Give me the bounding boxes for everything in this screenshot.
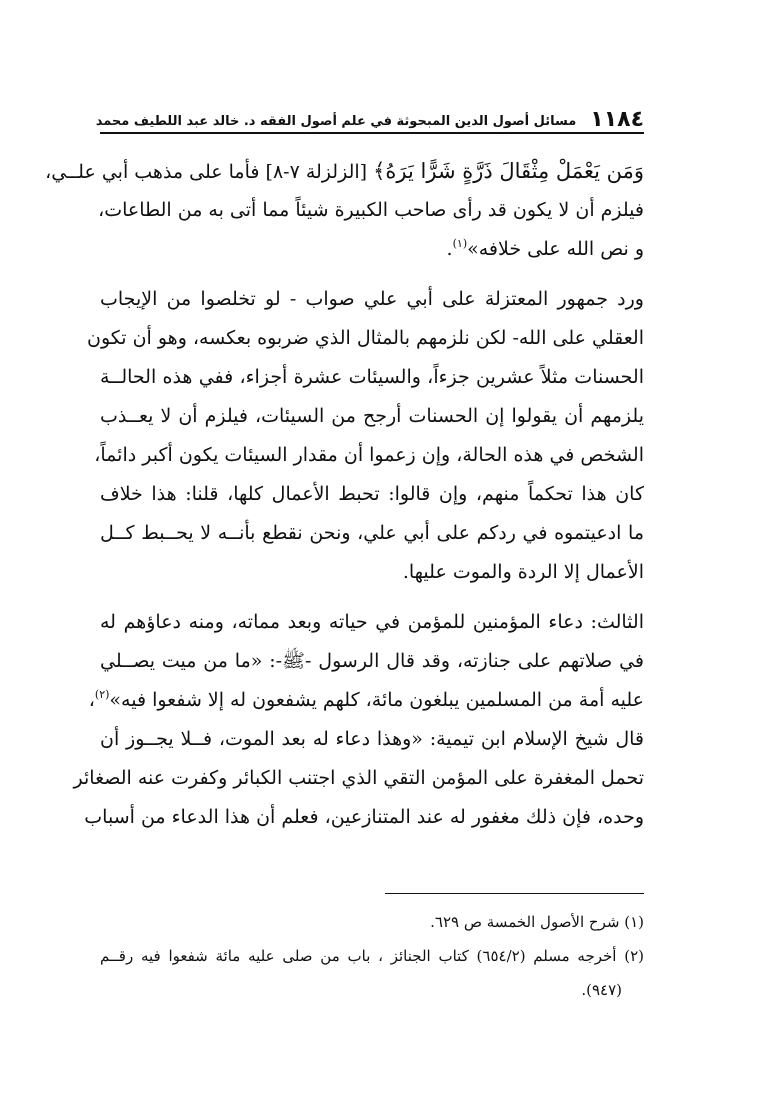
paragraph-3-line-3 [88,681,644,720]
paragraph-2-line-2: العقلي على الله- لكن نلزمهم بالمثال الذي ضربوه بعكسه، وهو أن تكون [87,327,644,349]
paragraph-3-line-2: في صلاتهم على جنازته، وقد قال الرسول -ﷺ-: «ما من ميت يصــلي [100,650,644,672]
verse-continuation: [الزلزلة ٧-٨] فأما على مذهب أبي علــي، [45,161,368,183]
paragraph-1-line-1 [45,152,644,191]
footnote-1: (١) شرح الأصول الخمسة ص ٦٢٩. [430,913,644,931]
running-title: مسائل أصول الدين المبحوثة في علم أصول الفقه د. خالد عبد اللطيف محمد [95,114,577,129]
footnote-separator [385,893,644,894]
paragraph-1-line-3 [100,230,644,269]
paragraph-2-line-4: يلزمهم أن يقولوا إن الحسنات أرجح من السيئات، فيلزم أن لا يعــذب [100,405,644,427]
paragraph-1-line-3-text: و نص الله على خلافه» [467,238,644,260]
paragraph-3-line-3-end: ، [88,689,95,711]
paragraph-3-line-3-text: عليه أمة من المسلمين يبلغون مائة، كلهم يشفعون له إلا شفعوا فيه» [109,689,644,711]
body-text [45,152,644,837]
paragraph-1-line-2: فيلزم أن لا يكون قد رأى صاحب الكبيرة شيئاً مما أتى به من الطاعات، [98,199,644,221]
footnote-ref-2: (٢) [94,688,110,701]
footnote-ref-1: (١) [452,237,468,250]
paragraph-3-line-4: قال شيخ الإسلام ابن تيمية: «وهذا دعاء له بعد الموت، فــلا يجــوز أن [100,728,644,750]
footnote-2-continuation: (٩٤٧). [581,981,622,999]
paragraph-2 [87,280,644,592]
paragraph-3-line-5: تحمل المغفرة على المؤمن التقي الذي اجتنب الكبائر وكفرت عنه الصغائر [73,767,644,789]
page-number: ١١٨٤ [590,107,644,132]
paragraph-2-line-6: كان هذا تحكماً منهم، وإن قالوا: تحبط الأعمال كلها، قلنا: هذا خلاف [100,483,644,505]
paragraph-1-line-3-end: . [446,238,453,260]
quran-verse: وَمَن يَعْمَلْ مِثْقَالَ ذَرَّةٍ شَرًّا يَرَهُ﴾ [373,159,644,183]
running-header [95,102,644,132]
paragraph-3-line-6: وحده، فإن ذلك مغفور له عند المتنازعين، فعلم أن هذا الدعاء من أسباب [84,806,644,828]
paragraph-2-line-1: ورد جمهور المعتزلة على أبي علي صواب - لو تخلصوا من الإيجاب [100,288,644,310]
footnote-2: (٢) أخرجه مسلم (٦٥٤/٢) كتاب الجنائز ، باب من صلى عليه مائة شفعوا فيه رقــم [100,947,644,965]
paragraph-3-line-1: الثالث: دعاء المؤمنين للمؤمن في حياته وبعد مماته، ومنه دعاؤهم له [100,611,644,633]
paragraph-1 [45,152,644,269]
footnotes [100,905,644,1007]
paragraph-2-line-3: الحسنات مثلاً عشرين جزءاً، والسيئات عشرة أجزاء، ففي هذه الحالــة [100,366,644,388]
paragraph-3 [73,603,644,837]
paragraph-2-line-7: ما ادعيتموه في ردكم على أبي علي، ونحن نقطع بأنــه لا يحــبط كــل [100,522,644,544]
paragraph-2-line-5: الشخص في هذه الحالة، وإن زعموا أن مقدار السيئات يكون أكبر دائماً، [94,444,644,466]
header-rule [100,132,644,134]
paragraph-2-line-8: الأعمال إلا الردة والموت عليها. [402,561,644,583]
